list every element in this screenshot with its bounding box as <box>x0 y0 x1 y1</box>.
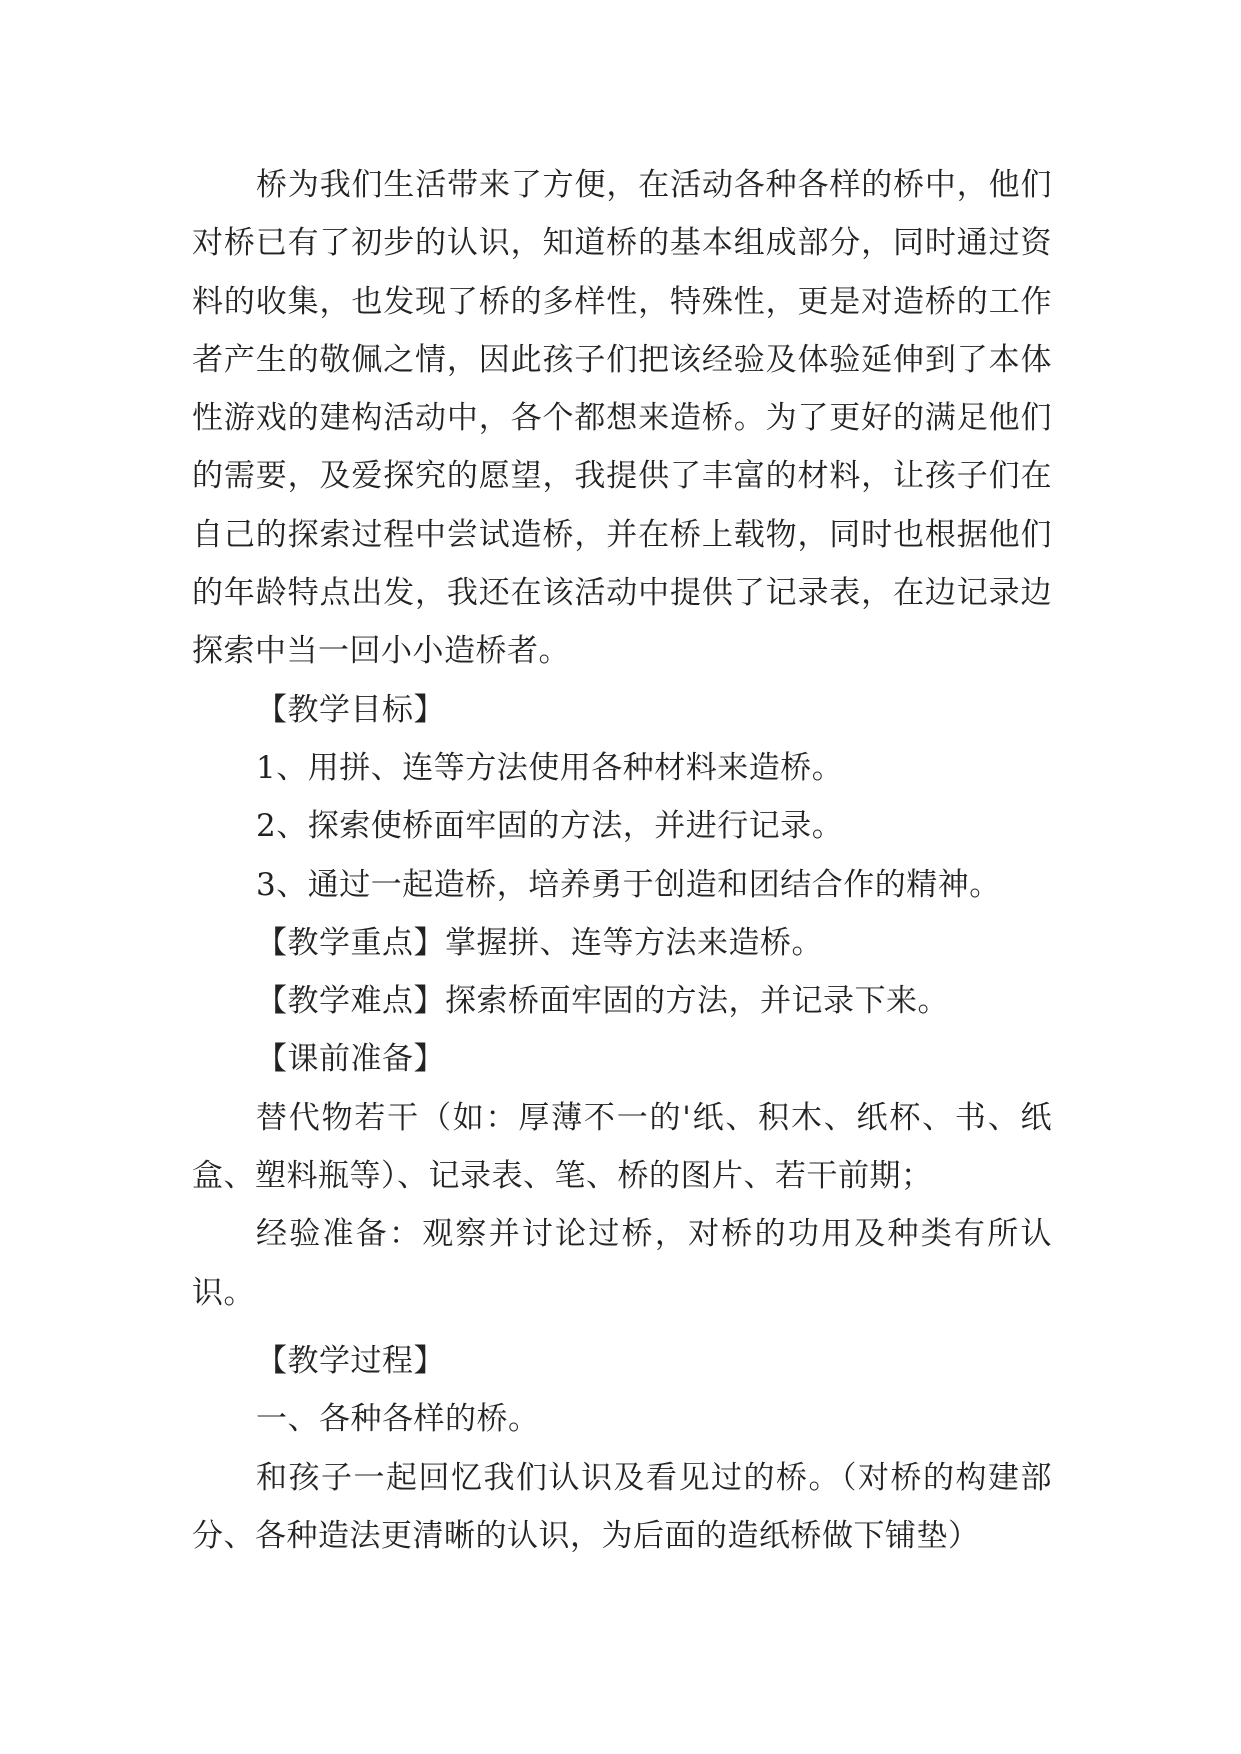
preparation-heading: 【课前准备】 <box>256 1041 445 1078</box>
intro-paragraph: 桥为我们生活带来了方便，在活动各种各样的桥中，他们对桥已有了初步的认识，知道桥的基本组成部分，同时通过资料的收集，也发现了桥的多样性，特殊性，更是对造桥的工作者产生的敬佩之情，因此孩子们把该经验及体验延伸到了本体性游戏的建构活动中，各个都想来造桥。为了更好的满足他们的需要，及爱探究的愿望，我提供了丰富的材料，让孩子们在自己的探索过程中尝试造桥，并在桥上载物，同时也根据他们的年龄特点出发，我还在该活动中提供了记录表，在边记录边探索中当一回小小造桥者。 <box>192 167 1052 670</box>
goal-item-3: 3、通过一起造桥，培养勇于创造和团结合作的精神。 <box>256 866 1001 903</box>
process-step-1-description: 和孩子一起回忆我们认识及看见过的桥。（对桥的构建部分、各种造法更清晰的认识，为后面的造纸桥做下铺垫） <box>192 1459 1052 1554</box>
document-body <box>192 156 1052 1565</box>
preparation-materials-paragraph: 替代物若干（如：厚薄不一的'纸、积木、纸杯、书、纸盒、塑料瓶等）、记录表、笔、桥的图片、若干前期； <box>192 1099 1052 1195</box>
teaching-goals-heading: 【教学目标】 <box>256 691 445 728</box>
difficulty-paragraph: 【教学难点】探索桥面牢固的方法，并记录下来。 <box>256 983 949 1020</box>
teaching-process-heading: 【教学过程】 <box>256 1342 445 1379</box>
preparation-experience-paragraph: 经验准备：观察并讨论过桥，对桥的功用及种类有所认识。 <box>192 1216 1052 1311</box>
key-point-paragraph: 【教学重点】掌握拼、连等方法来造桥。 <box>256 924 823 961</box>
process-step-1: 一、各种各样的桥。 <box>256 1401 540 1438</box>
goal-item-2: 2、探索使桥面牢固的方法，并进行记录。 <box>256 808 844 845</box>
goal-item-1: 1、用拼、连等方法使用各种材料来造桥。 <box>256 749 844 786</box>
